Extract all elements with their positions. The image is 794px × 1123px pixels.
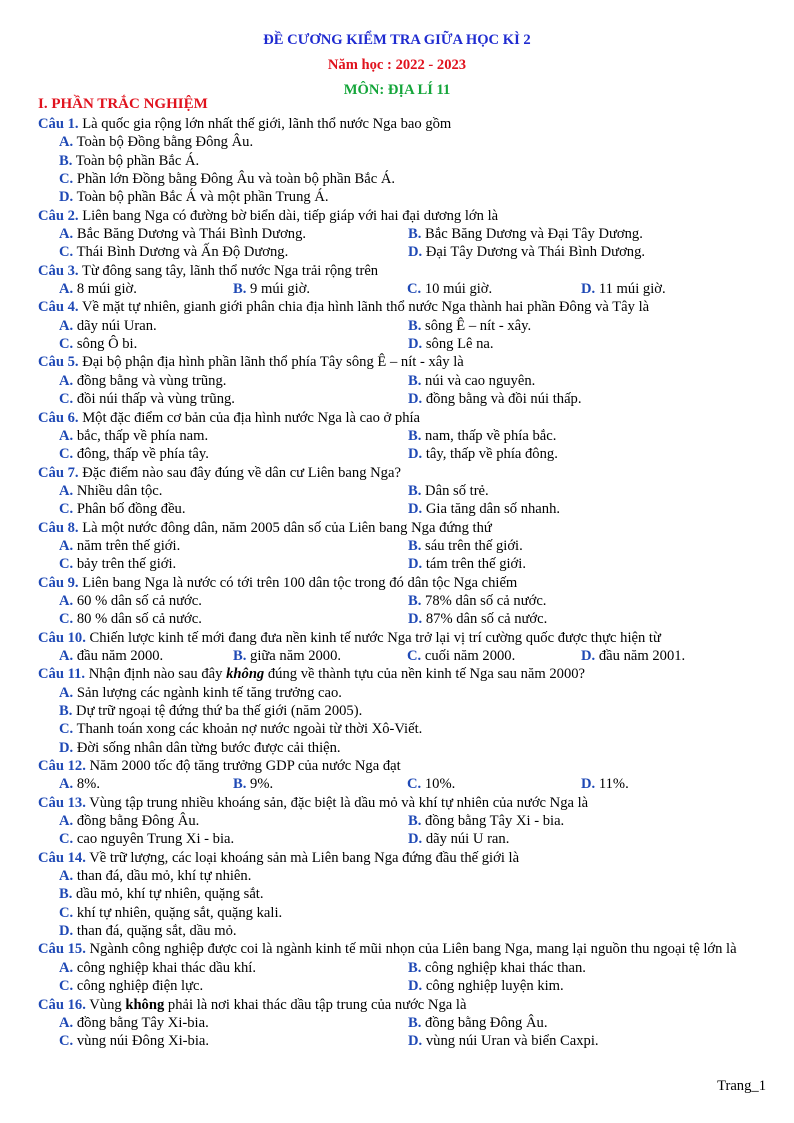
- option-letter: A.: [59, 134, 74, 151]
- option-row: [38, 684, 768, 702]
- option-row: [38, 445, 768, 463]
- question-3: [38, 262, 768, 280]
- option: [59, 720, 422, 738]
- question-2: [38, 207, 768, 225]
- option-text: Phần lớn Đồng bằng Đông Âu và toàn bộ phần Bắc Á.: [76, 171, 396, 188]
- option-text: dãy núi Uran.: [76, 317, 157, 334]
- option: [59, 885, 264, 903]
- question-number: Câu 5.: [38, 354, 79, 371]
- option-letter: C.: [59, 904, 74, 921]
- option-letter: C.: [59, 244, 74, 261]
- option-text: đồng bằng và vùng trũng.: [76, 372, 227, 389]
- option: [59, 739, 341, 757]
- option-row: [38, 335, 768, 353]
- option-text: Bắc Băng Dương và Đại Tây Dương.: [425, 226, 643, 243]
- option-text: Toàn bộ phần Bắc Á.: [75, 152, 200, 169]
- option: [581, 647, 685, 665]
- option-letter: B.: [59, 886, 73, 903]
- option: [59, 445, 408, 463]
- option-text: 78% dân số cả nước.: [425, 592, 547, 609]
- option: [59, 922, 237, 940]
- option-text: vùng núi Đông Xi-bia.: [76, 1033, 210, 1050]
- option: [59, 537, 408, 555]
- question-13: [38, 794, 768, 812]
- option: [59, 867, 251, 885]
- option-row: [38, 739, 768, 757]
- option-letter: A.: [59, 776, 74, 793]
- question-text: Đại bộ phận địa hình phần lãnh thổ phía Tây sông Ê – nít - xây là: [82, 354, 464, 371]
- option-text: công nghiệp điện lực.: [76, 978, 204, 995]
- question-text-post: phải là nơi khai thác dầu tập trung của nước Nga là: [164, 996, 467, 1013]
- question-text: Là quốc gia rộng lớn nhất thế giới, lãnh thổ nước Nga bao gồm: [82, 116, 452, 132]
- option-text: 8 múi giờ.: [76, 281, 137, 298]
- question-number: Câu 13.: [38, 794, 86, 811]
- option-row: [38, 830, 768, 848]
- option: [408, 243, 645, 261]
- option-row: [38, 1032, 768, 1050]
- question-text: Liên bang Nga có đường bờ biển dài, tiếp giáp với hai đại dương lớn là: [82, 207, 499, 224]
- option: [59, 170, 395, 188]
- option-letter: A.: [59, 684, 74, 701]
- option: [59, 335, 408, 353]
- option-letter: A.: [59, 427, 74, 444]
- option-letter: A.: [59, 281, 74, 298]
- option-letter: A.: [59, 226, 74, 243]
- option-letter: D.: [59, 189, 74, 206]
- question-number: Câu 12.: [38, 758, 86, 775]
- document-header: [0, 28, 794, 103]
- option: [408, 445, 558, 463]
- option-text: giữa năm 2000.: [250, 647, 342, 664]
- option-row: [38, 537, 768, 555]
- option-text: Toàn bộ phần Bắc Á và một phần Trung Á.: [76, 189, 329, 206]
- option-letter: C.: [59, 391, 74, 408]
- option-letter: C.: [407, 281, 422, 298]
- option: [59, 317, 408, 335]
- option-row: [38, 959, 768, 977]
- option-row: [38, 188, 768, 206]
- option-row: [38, 977, 768, 995]
- option-text: đồng bằng và đồi núi thấp.: [425, 391, 582, 408]
- option-letter: B.: [408, 959, 422, 976]
- option: [408, 1032, 599, 1050]
- option-text: Gia tăng dân số nhanh.: [425, 501, 561, 518]
- option-row: [38, 720, 768, 738]
- question-text: Ngành công nghiệp được coi là ngành kinh tế mũi nhọn của Liên bang Nga, mang lại nguồn thu ngoại tệ lớn là: [89, 941, 737, 958]
- option: [59, 830, 408, 848]
- option: [408, 610, 547, 628]
- option-row: [38, 592, 768, 610]
- option-row: [38, 482, 768, 500]
- option: [408, 537, 523, 555]
- option: [59, 243, 408, 261]
- option-text: đầu năm 2000.: [76, 647, 164, 664]
- option: [408, 1014, 547, 1032]
- option-row: [38, 280, 768, 298]
- option-text: Nhiều dân tộc.: [76, 482, 163, 499]
- option: [59, 390, 408, 408]
- option-letter: C.: [59, 556, 74, 573]
- option: [59, 904, 282, 922]
- option-text: cao nguyên Trung Xi - bia.: [76, 831, 235, 848]
- question-text: Từ đông sang tây, lãnh thổ nước Nga trải rộng trên: [81, 262, 379, 279]
- option-letter: B.: [233, 281, 247, 298]
- question-16: [38, 996, 768, 1014]
- option-text: Dự trữ ngoại tệ đứng thứ ba thế giới (năm 2005).: [76, 703, 363, 719]
- option-letter: C.: [59, 1033, 74, 1050]
- option-letter: D.: [408, 336, 423, 353]
- option-letter: A.: [59, 868, 74, 885]
- option-row: [38, 555, 768, 573]
- option-letter: B.: [408, 592, 422, 609]
- option-text: năm trên thế giới.: [76, 537, 181, 554]
- option-row: [38, 702, 768, 720]
- option-text: 60 % dân số cả nước.: [76, 592, 202, 609]
- question-number: Câu 6.: [38, 409, 79, 426]
- option-row: [38, 133, 768, 151]
- option-text: 80 % dân số cả nước.: [76, 611, 202, 628]
- option: [581, 280, 666, 298]
- option-text: Đời sống nhân dân từng bước được cải thiện.: [76, 739, 341, 756]
- option-letter: C.: [59, 721, 74, 738]
- option-letter: D.: [581, 281, 596, 298]
- option-letter: D.: [408, 446, 423, 463]
- option: [408, 830, 509, 848]
- option: [59, 133, 253, 151]
- question-text: Một đặc điểm cơ bản của địa hình nước Nga là cao ở phía: [82, 409, 421, 426]
- option-letter: C.: [59, 446, 74, 463]
- option-text: tám trên thế giới.: [425, 556, 526, 573]
- subject-title: MÔN: ĐỊA LÍ 11: [343, 82, 451, 98]
- question-number: Câu 9.: [38, 574, 79, 591]
- option: [59, 684, 342, 702]
- option: [59, 152, 199, 170]
- option-row: [38, 647, 768, 665]
- option: [408, 555, 526, 573]
- option: [408, 225, 643, 243]
- option-text: đồng bằng Đông Âu.: [425, 1014, 548, 1031]
- option-text: sông Ô bi.: [76, 336, 138, 353]
- option-row: [38, 500, 768, 518]
- option-letter: A.: [59, 1014, 74, 1031]
- option-letter: C.: [59, 171, 74, 188]
- option: [59, 702, 362, 720]
- page-number: Trang_1: [717, 1078, 766, 1094]
- question-15: [38, 940, 768, 958]
- option: [59, 482, 408, 500]
- option: [407, 775, 581, 793]
- option-letter: D.: [581, 776, 596, 793]
- option-text: nam, thấp về phía bắc.: [425, 427, 557, 444]
- option-text: dầu mỏ, khí tự nhiên, quặng sắt.: [76, 886, 264, 903]
- option: [408, 500, 560, 518]
- question-text: Chiến lược kinh tế mới đang đưa nền kinh tế nước Nga trở lại vị trí cường quốc được thực hiện từ: [89, 629, 661, 646]
- option: [581, 775, 629, 793]
- option-text: đồng bằng Tây Xi - bia.: [425, 813, 565, 830]
- option-letter: D.: [408, 501, 423, 518]
- option: [408, 977, 564, 995]
- question-4: [38, 298, 768, 316]
- option-row: [38, 867, 768, 885]
- option-text: Toàn bộ Đồng bằng Đông Âu.: [76, 134, 254, 151]
- option-letter: A.: [59, 482, 74, 499]
- option: [59, 1032, 408, 1050]
- question-number: Câu 8.: [38, 519, 79, 536]
- question-number: Câu 2.: [38, 207, 79, 224]
- option-row: [38, 922, 768, 940]
- option-letter: B.: [408, 427, 422, 444]
- question-11: [38, 665, 768, 683]
- option-letter: D.: [408, 391, 423, 408]
- option-letter: B.: [59, 152, 73, 169]
- option-letter: A.: [59, 537, 74, 554]
- option-letter: A.: [59, 317, 74, 334]
- option: [59, 610, 408, 628]
- option: [59, 959, 408, 977]
- option-letter: D.: [408, 978, 423, 995]
- option-text: sông Lê na.: [425, 336, 494, 353]
- option-text: đầu năm 2001.: [598, 647, 686, 664]
- option-letter: D.: [408, 244, 423, 261]
- option: [408, 372, 535, 390]
- option: [407, 280, 581, 298]
- option-letter: D.: [581, 647, 596, 664]
- option-letter: B.: [233, 647, 247, 664]
- question-number: Câu 4.: [38, 299, 79, 316]
- option-letter: B.: [408, 537, 422, 554]
- option-letter: A.: [59, 813, 74, 830]
- option-letter: C.: [59, 831, 74, 848]
- option: [408, 592, 546, 610]
- option-text: 10 múi giờ.: [424, 281, 493, 298]
- question-text: Năm 2000 tốc độ tăng trưởng GDP của nước Nga đạt: [89, 758, 401, 775]
- option-row: [38, 775, 768, 793]
- option-text: Sản lượng các ngành kinh tế tăng trưởng cao.: [76, 684, 342, 701]
- school-year: Năm học : 2022 - 2023: [327, 57, 467, 73]
- option-text: 9 múi giờ.: [250, 281, 311, 298]
- question-5: [38, 353, 768, 371]
- option: [59, 812, 408, 830]
- question-12: [38, 757, 768, 775]
- document-title: ĐỀ CƯƠNG KIỂM TRA GIỮA HỌC KÌ 2: [263, 32, 531, 48]
- option: [59, 555, 408, 573]
- option-letter: C.: [59, 978, 74, 995]
- option-row: [38, 170, 768, 188]
- question-number: Câu 11.: [38, 666, 86, 683]
- option-text: sáu trên thế giới.: [425, 537, 523, 554]
- question-7: [38, 464, 768, 482]
- question-number: Câu 7.: [38, 464, 79, 481]
- option-text: Thái Bình Dương và Ấn Độ Dương.: [76, 244, 289, 261]
- option-row: [38, 610, 768, 628]
- option-row: [38, 243, 768, 261]
- option: [59, 977, 408, 995]
- option-text: công nghiệp luyện kim.: [425, 978, 564, 995]
- option-letter: B.: [408, 317, 422, 334]
- option-row: [38, 390, 768, 408]
- option-letter: C.: [59, 336, 74, 353]
- option-text: sông Ê – nít - xây.: [425, 317, 532, 334]
- question-text-pre: Nhận định nào sau đây: [88, 666, 227, 683]
- option-text: đồng bằng Đông Âu.: [76, 813, 200, 830]
- question-number: Câu 16.: [38, 996, 86, 1013]
- question-8: [38, 519, 768, 537]
- option-letter: D.: [408, 611, 423, 628]
- question-6: [38, 409, 768, 427]
- option-letter: B.: [408, 226, 422, 243]
- question-number: Câu 3.: [38, 262, 79, 279]
- option-text: Dân số trẻ.: [425, 482, 489, 499]
- question-number: Câu 14.: [38, 849, 86, 866]
- option: [408, 812, 564, 830]
- option-letter: B.: [59, 703, 73, 719]
- option-letter: B.: [408, 1014, 422, 1031]
- question-text-pre: Vùng: [89, 996, 126, 1013]
- option-row: [38, 885, 768, 903]
- question-text: Vùng tập trung nhiều khoáng sản, đặc biệt là dầu mỏ và khí tự nhiên của nước Nga là: [89, 794, 589, 811]
- option-row: [38, 1014, 768, 1032]
- option-row: [38, 317, 768, 335]
- option-letter: C.: [407, 776, 422, 793]
- option: [233, 775, 407, 793]
- question-text: Là một nước đông dân, năm 2005 dân số của Liên bang Nga đứng thứ: [82, 519, 492, 536]
- option-letter: B.: [408, 372, 422, 389]
- option: [59, 500, 408, 518]
- option-text: tây, thấp về phía đông.: [425, 446, 558, 463]
- option-text: 9%.: [250, 776, 274, 793]
- question-text-emphasis: không: [226, 666, 265, 683]
- option-letter: D.: [408, 831, 423, 848]
- option-row: [38, 372, 768, 390]
- option-text: than đá, quặng sắt, dầu mỏ.: [76, 923, 237, 940]
- option-text: cuối năm 2000.: [424, 647, 516, 664]
- option-letter: D.: [408, 556, 423, 573]
- option: [408, 959, 586, 977]
- question-text-post: đúng về thành tựu của nền kinh tế Nga sau năm 2000?: [264, 666, 586, 683]
- option-text: 11 múi giờ.: [598, 281, 666, 298]
- option-letter: D.: [59, 923, 74, 940]
- option-text: bảy trên thế giới.: [76, 556, 177, 573]
- option-letter: B.: [408, 813, 422, 830]
- option-text: 87% dân số cả nước.: [425, 611, 548, 628]
- option-text: 8%.: [76, 776, 100, 793]
- option-text: núi và cao nguyên.: [425, 372, 536, 389]
- option-letter: B.: [408, 482, 422, 499]
- question-number: Câu 1.: [38, 116, 79, 132]
- option-text: khí tự nhiên, quặng sắt, quặng kali.: [76, 904, 283, 921]
- option-letter: C.: [59, 501, 74, 518]
- option-letter: A.: [59, 372, 74, 389]
- option-letter: D.: [59, 739, 74, 756]
- question-text-emphasis: không: [125, 996, 165, 1013]
- option: [408, 335, 494, 353]
- option: [233, 280, 407, 298]
- option-text: vùng núi Uran và biển Caxpi.: [425, 1033, 599, 1050]
- section-title: I. PHẦN TRẮC NGHIỆM: [38, 96, 208, 112]
- option-text: công nghiệp khai thác than.: [425, 959, 586, 976]
- option: [59, 280, 233, 298]
- option-row: [38, 152, 768, 170]
- option-row: [38, 427, 768, 445]
- question-text: Về mặt tự nhiên, gianh giới phân chia địa hình lãnh thổ nước Nga thành hai phần Đông và Tây là: [81, 299, 650, 316]
- option-letter: B.: [233, 776, 247, 793]
- option-letter: A.: [59, 647, 74, 664]
- option-letter: C.: [407, 647, 422, 664]
- question-text: Về trữ lượng, các loại khoáng sản mà Liên bang Nga đứng đầu thế giới là: [89, 849, 520, 866]
- option: [408, 390, 582, 408]
- option: [407, 647, 581, 665]
- question-10: [38, 629, 768, 647]
- question-text: Đặc điểm nào sau đây đúng về dân cư Liên bang Nga?: [82, 464, 401, 481]
- option-row: [38, 904, 768, 922]
- option: [408, 317, 531, 335]
- document-body: [38, 95, 768, 1051]
- option: [59, 647, 233, 665]
- option-text: than đá, dầu mỏ, khí tự nhiên.: [76, 868, 252, 885]
- option-text: đông, thấp về phía tây.: [76, 446, 209, 463]
- option: [59, 592, 408, 610]
- option-text: công nghiệp khai thác dầu khí.: [76, 959, 256, 976]
- option-text: 11%.: [598, 776, 629, 793]
- option-text: Phân bố đồng đều.: [76, 501, 186, 518]
- option: [233, 647, 407, 665]
- option-text: bắc, thấp về phía nam.: [76, 427, 209, 444]
- option: [408, 427, 556, 445]
- option: [59, 225, 408, 243]
- question-number: Câu 10.: [38, 629, 86, 646]
- option-text: Đại Tây Dương và Thái Bình Dương.: [425, 244, 646, 261]
- option-text: đồng bằng Tây Xi-bia.: [76, 1014, 209, 1031]
- question-number: Câu 15.: [38, 941, 86, 958]
- option-letter: D.: [408, 1033, 423, 1050]
- option-text: Bắc Băng Dương và Thái Bình Dương.: [76, 226, 307, 243]
- option: [59, 1014, 408, 1032]
- option-text: đồi núi thấp và vùng trũng.: [76, 391, 235, 408]
- option-text: Thanh toán xong các khoản nợ nước ngoài từ thời Xô-Viết.: [76, 721, 423, 738]
- option-letter: A.: [59, 959, 74, 976]
- question-9: [38, 574, 768, 592]
- question-1: [38, 115, 768, 133]
- option: [59, 188, 329, 206]
- option-letter: A.: [59, 592, 74, 609]
- option: [59, 427, 408, 445]
- question-14: [38, 849, 768, 867]
- option-row: [38, 812, 768, 830]
- option-letter: C.: [59, 611, 74, 628]
- option: [59, 372, 408, 390]
- option: [59, 775, 233, 793]
- question-text: Liên bang Nga là nước có tới trên 100 dân tộc trong đó dân tộc Nga chiếm: [82, 574, 518, 591]
- option: [408, 482, 489, 500]
- option-row: [38, 225, 768, 243]
- option-text: dãy núi U ran.: [425, 831, 510, 848]
- option-text: 10%.: [424, 776, 456, 793]
